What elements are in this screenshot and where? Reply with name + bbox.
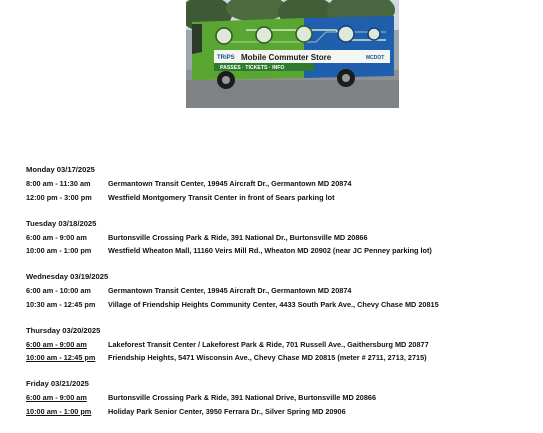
schedule-row xyxy=(26,233,536,243)
schedule xyxy=(26,165,536,433)
stop-location: Burtonsville Crossing Park & Ride, 391 National Drive, Burtonsville MD 20866 xyxy=(108,393,377,402)
bus-tagline: PASSES · TICKETS · INFO xyxy=(220,65,285,71)
stop-location: Friendship Heights, 5471 Wisconsin Ave., Chevy Chase MD 20815 (meter # 2711, 2713, 2715) xyxy=(108,353,427,362)
stop-time: 10:00 am - 12:45 pm xyxy=(26,353,96,362)
bus-store-name: Mobile Commuter Store xyxy=(241,53,332,62)
schedule-row xyxy=(26,300,536,310)
stop-time: 6:00 am - 10:00 am xyxy=(26,286,91,295)
stop-time: 10:00 am - 1:00 pm xyxy=(26,246,92,255)
stop-location: Lakeforest Transit Center / Lakeforest Park & Ride, 701 Russell Ave., Gaithersburg MD 20877 xyxy=(108,339,429,349)
stop-time: 10:00 am - 1:00 pm xyxy=(26,406,92,416)
mobile-commuter-store-bus-photo xyxy=(186,0,399,108)
stop-time: 6:00 am - 9:00 am xyxy=(26,393,87,402)
day-title: Monday 03/17/2025 xyxy=(26,165,95,174)
day-title: Friday 03/21/2025 xyxy=(26,379,89,388)
day-block xyxy=(26,326,536,364)
schedule-row xyxy=(26,353,536,363)
day-block xyxy=(26,219,536,257)
schedule-row xyxy=(26,393,536,403)
day-block xyxy=(26,379,536,417)
day-title: Tuesday 03/18/2025 xyxy=(26,218,97,228)
stop-time: 6:00 am - 9:00 am xyxy=(26,232,87,242)
day-title: Wednesday 03/19/2025 xyxy=(26,272,109,281)
day-block xyxy=(26,165,536,203)
stop-time: 8:00 am - 11:30 am xyxy=(26,179,91,188)
day-block xyxy=(26,272,536,310)
schedule-row xyxy=(26,340,536,350)
bus-logo-left: TRiPS xyxy=(217,55,235,61)
stop-location: Germantown Transit Center, 19945 Aircraft Dr., Germantown MD 20874 xyxy=(108,179,352,188)
stop-location: Village of Friendship Heights Community Center, 4433 South Park Ave., Chevy Chase MD 20815 xyxy=(108,299,439,309)
schedule-row xyxy=(26,286,536,296)
schedule-row xyxy=(26,179,536,189)
stop-time: 10:30 am - 12:45 pm xyxy=(26,299,96,309)
bus-logo-right: MCDOT xyxy=(366,55,385,61)
stop-location: Holiday Park Senior Center, 3950 Ferrara Dr., Silver Spring MD 20906 xyxy=(108,406,346,416)
stop-time: 6:00 am - 9:00 am xyxy=(26,339,87,349)
stop-time: 12:00 pm - 3:00 pm xyxy=(26,192,92,202)
schedule-row xyxy=(26,407,536,417)
schedule-row xyxy=(26,246,536,256)
stop-location: Germantown Transit Center, 19945 Aircraft Dr., Germantown MD 20874 xyxy=(108,286,352,295)
stop-location: Westfield Montgomery Transit Center in front of Sears parking lot xyxy=(108,192,335,202)
schedule-row xyxy=(26,193,536,203)
day-title: Thursday 03/20/2025 xyxy=(26,325,101,335)
stop-location: Burtonsville Crossing Park & Ride, 391 National Dr., Burtonsville MD 20866 xyxy=(108,232,368,242)
stop-location: Westfield Wheaton Mall, 11160 Veirs Mill Rd., Wheaton MD 20902 (near JC Penney parking lot) xyxy=(108,246,432,255)
